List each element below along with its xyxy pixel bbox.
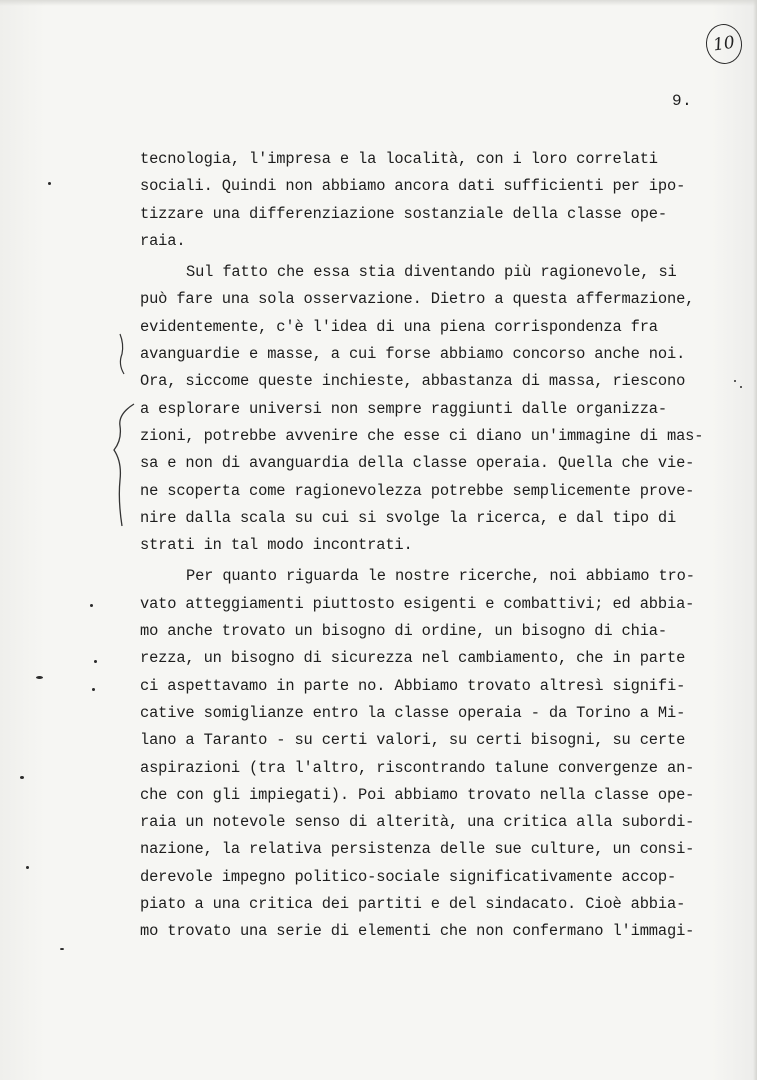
page-right-edge bbox=[753, 0, 757, 1080]
text-line: tizzare una differenziazione sostanziale della classe ope- bbox=[140, 204, 667, 223]
handwritten-folio-number bbox=[703, 22, 744, 67]
text-line: sociali. Quindi non abbiamo ancora dati sufficienti per ipo- bbox=[140, 177, 686, 196]
text-line: rezza, un bisogno di sicurezza nel cambiamento, che in parte bbox=[140, 649, 686, 668]
text-line: tecnologia, l'impresa e la località, con i loro correlati bbox=[140, 150, 658, 168]
paragraph-2 bbox=[140, 259, 710, 559]
text-line: strati in tal modo incontrati. bbox=[140, 536, 413, 555]
text-line: evidentemente, c'è l'idea di una piena corrispondenza fra bbox=[140, 317, 658, 336]
text-line: piato a una critica dei partiti e del sindacato. Cioè abbia- bbox=[140, 895, 686, 914]
page-top-edge bbox=[0, 0, 757, 6]
page-number: 9. bbox=[672, 92, 693, 110]
text-line: Sul fatto che essa stia diventando più ragionevole, si bbox=[186, 263, 677, 282]
text-line: che con gli impiegati). Poi abbiamo trovato nella classe ope- bbox=[140, 785, 695, 804]
text-line: derevole impegno politico-sociale significativamente accop- bbox=[140, 867, 677, 886]
handwritten-margin-bracket bbox=[108, 330, 138, 530]
paragraph-3 bbox=[140, 563, 710, 945]
text-line: Ora, siccome queste inchieste, abbastanza di massa, riescono bbox=[140, 372, 686, 391]
text-line: mo anche trovato un bisogno di ordine, un bisogno di chia- bbox=[140, 622, 667, 641]
text-line: mo trovato una serie di elementi che non confermano l'immagi- bbox=[140, 922, 695, 941]
text-line: raia. bbox=[140, 231, 186, 250]
text-line: raia un notevole senso di alterità, una critica alla subordi- bbox=[140, 813, 695, 832]
text-line: aspirazioni (tra l'altro, riscontrando talune convergenze an- bbox=[140, 758, 695, 777]
text-line: può fare una sola osservazione. Dietro a questa affermazione, bbox=[140, 290, 695, 309]
text-line: vato atteggiamenti piuttosto esigenti e combattivi; ed abbia- bbox=[140, 594, 695, 613]
text-line: zioni, potrebbe avvenire che esse ci diano un'immagine di mas- bbox=[140, 426, 704, 445]
text-line: Per quanto riguarda le nostre ricerche, noi abbiamo tro- bbox=[186, 567, 695, 586]
text-line: ci aspettavamo in parte no. Abbiamo trovato altresì signifi- bbox=[140, 676, 686, 695]
text-line: sa e non di avanguardia della classe operaia. Quella che vie- bbox=[140, 454, 695, 473]
folio-number-text: 10 bbox=[711, 32, 737, 56]
text-line: a esplorare universi non sempre raggiunti dalle organizza- bbox=[140, 399, 667, 418]
text-line: avanguardie e masse, a cui forse abbiamo concorso anche noi. bbox=[140, 345, 686, 364]
paragraph-1 bbox=[140, 146, 710, 255]
text-line: nire dalla scala su cui si svolge la ricerca, e dal tipo di bbox=[140, 508, 677, 527]
text-line: nazione, la relativa persistenza delle sue culture, un consi- bbox=[140, 840, 695, 859]
text-line: cative somiglianze entro la classe operaia - da Torino a Mi- bbox=[140, 703, 686, 722]
text-line: lano a Taranto - su certi valori, su certi bisogni, su certe bbox=[140, 731, 686, 750]
text-line: ne scoperta come ragionevolezza potrebbe semplicemente prove- bbox=[140, 481, 695, 500]
body-text bbox=[140, 146, 710, 946]
